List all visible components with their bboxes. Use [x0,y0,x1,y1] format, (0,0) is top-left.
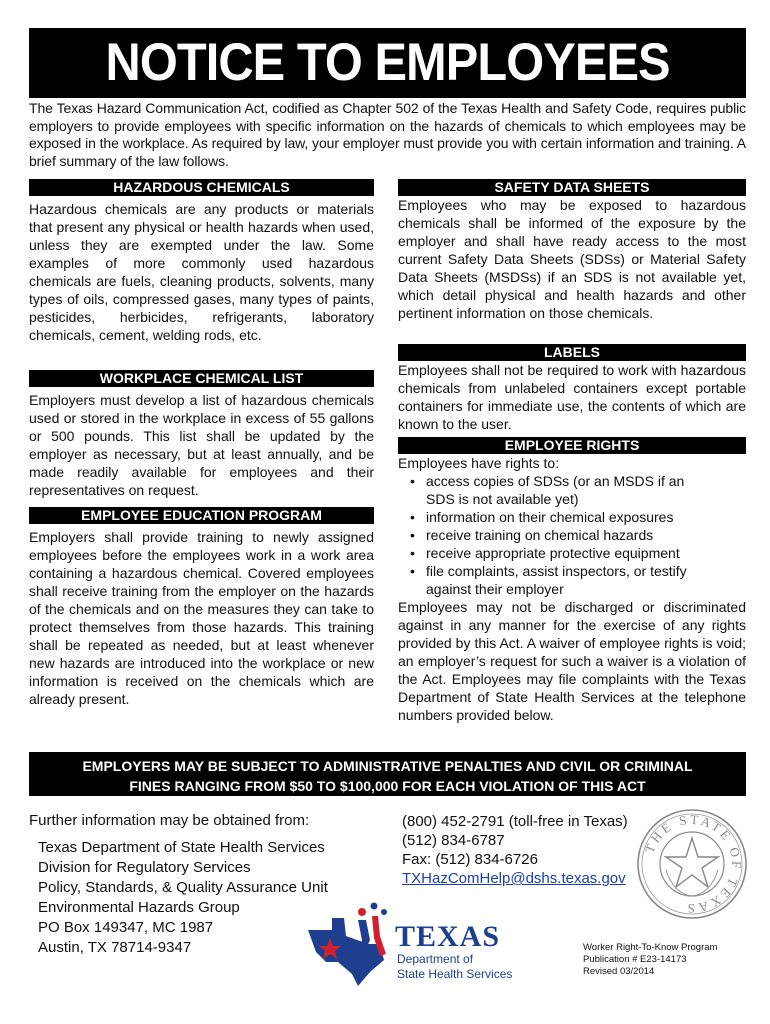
safety-data-sheets-body: Employees who may be exposed to hazardous chemicals shall be informed of the exposure by the employer and shall have ready access to the most current Safety Data Sheets (SDSs) or Material Safety Data Sheets (MSDSs) if an SDS is not available yet, which detail physical and health hazards and other pertinent information on those chemicals. [398,197,746,321]
further-info-label: Further information may be obtained from: [29,812,310,829]
safety-data-sheets-heading: SAFETY DATA SHEETS [398,179,746,196]
publication-info [583,942,717,978]
employee-education-heading: EMPLOYEE EDUCATION PROGRAM [29,507,374,524]
page-title: NOTICE TO EMPLOYEES [29,28,746,98]
penalty-banner-line1: EMPLOYERS MAY BE SUBJECT TO ADMINISTRATIVE PENALTIES AND CIVIL OR CRIMINAL [82,758,693,774]
employee-education-section [29,507,374,708]
address-line: Environmental Hazards Group [38,899,240,916]
labels-heading: LABELS [398,344,746,361]
publication-number: Publication # E23-14173 [583,954,687,965]
list-item: • information on their chemical exposures [398,508,746,526]
employee-rights-list [398,472,746,598]
address-line: Policy, Standards, & Quality Assurance Unit [38,879,328,896]
office-phone: (512) 834-6787 [402,832,505,849]
safety-data-sheets-section [398,179,746,322]
address-line: PO Box 149347, MC 1987 [38,919,214,936]
employee-rights-body: Employees may not be discharged or discriminated against in any manner for the exercise of any rights provided by this Act. A waiver of employee rights is void; an employer’s request for such a waiver is a violation of the Act. Employees may file complaints with the Texas Department of State Health Services at the telephone numbers provided below. [398,599,746,723]
list-item: • access copies of SDSs (or an MSDS if an SDS is not available yet) [398,472,746,508]
employee-rights-section [398,437,746,724]
list-item: • file complaints, assist inspectors, or testify against their employer [398,562,746,598]
address-line: Texas Department of State Health Services [38,839,325,856]
employee-rights-heading: EMPLOYEE RIGHTS [398,437,746,454]
list-item: • receive appropriate protective equipment [398,544,746,562]
hazardous-chemicals-section [29,179,374,344]
employee-education-body: Employers shall provide training to newly assigned employees before the employees work in a work area containing a hazardous chemical. Covered employees shall receive training from the employer on the hazards of the chemicals and on the measures they can take to protect themselves from those hazards. This training shall be repeated as needed, but at least whenever new hazards are introduced into the workplace or new information is received on the chemicals which are already present. [29,529,374,707]
labels-section [398,344,746,433]
employee-rights-lead: Employees have rights to: [398,455,560,471]
penalty-banner-line2: FINES RANGING FROM $50 TO $100,000 FOR EACH VIOLATION OF THIS ACT [129,778,646,794]
address-line: Division for Regulatory Services [38,859,251,876]
list-item: • receive training on chemical hazards [398,526,746,544]
revised-date: Revised 03/2014 [583,966,655,977]
workplace-chemical-list-heading: WORKPLACE CHEMICAL LIST [29,370,374,387]
logo-dept-text: Department of [397,952,474,966]
logo-dshs-text: State Health Services [397,967,513,981]
tollfree-phone: (800) 452-2791 (toll-free in Texas) [402,813,628,830]
texas-state-seal-icon [636,808,748,920]
hazardous-chemicals-heading: HAZARDOUS CHEMICALS [29,179,374,196]
dshs-logo [300,900,530,988]
intro-paragraph: The Texas Hazard Communication Act, codified as Chapter 502 of the Texas Health and Safety Code, requires public employers to provide employees with specific information on the hazards of chemicals to which employees may be exposed in the workplace. As required by law, your employer must provide you with certain information and training. A brief summary of the law follows. [29,100,746,169]
labels-body: Employees shall not be required to work with hazardous chemicals from unlabeled containers except portable containers for immediate use, the contents of which are known to the user. [398,362,746,432]
mailing-address [38,838,328,958]
address-line: Austin, TX 78714-9347 [38,939,192,956]
program-name: Worker Right-To-Know Program [583,942,718,953]
contact-info [402,812,628,888]
penalty-banner [29,752,746,796]
fax-number: Fax: (512) 834-6726 [402,851,538,868]
workplace-chemical-list-section [29,370,374,499]
texas-map-icon [308,918,384,986]
hazardous-chemicals-body: Hazardous chemicals are any products or materials that present any physical or health hazards when used, unless they are exempted under the law. Some examples of more commonly used hazardous chemicals are fuels, cleaning products, solvents, many types of oils, compressed gases, many types of paints, pesticides, herbicides, refrigerants, laboratory chemicals, cement, welding rods, etc. [29,201,374,343]
seal-text: THE STATE OF TEXAS [641,811,745,917]
email-link[interactable]: TXHazComHelp@dshs.texas.gov [402,870,626,887]
workplace-chemical-list-body: Employers must develop a list of hazardous chemicals used or stored in the workplace in excess of 55 gallons or 500 pounds. This list shall be updated by the employer as necessary, but at least annually, and be made readily available for employees and their representatives on request. [29,392,374,498]
svg-text:THE STATE OF TEXAS [642,812,744,916]
logo-texas-text: TEXAS [395,920,501,953]
